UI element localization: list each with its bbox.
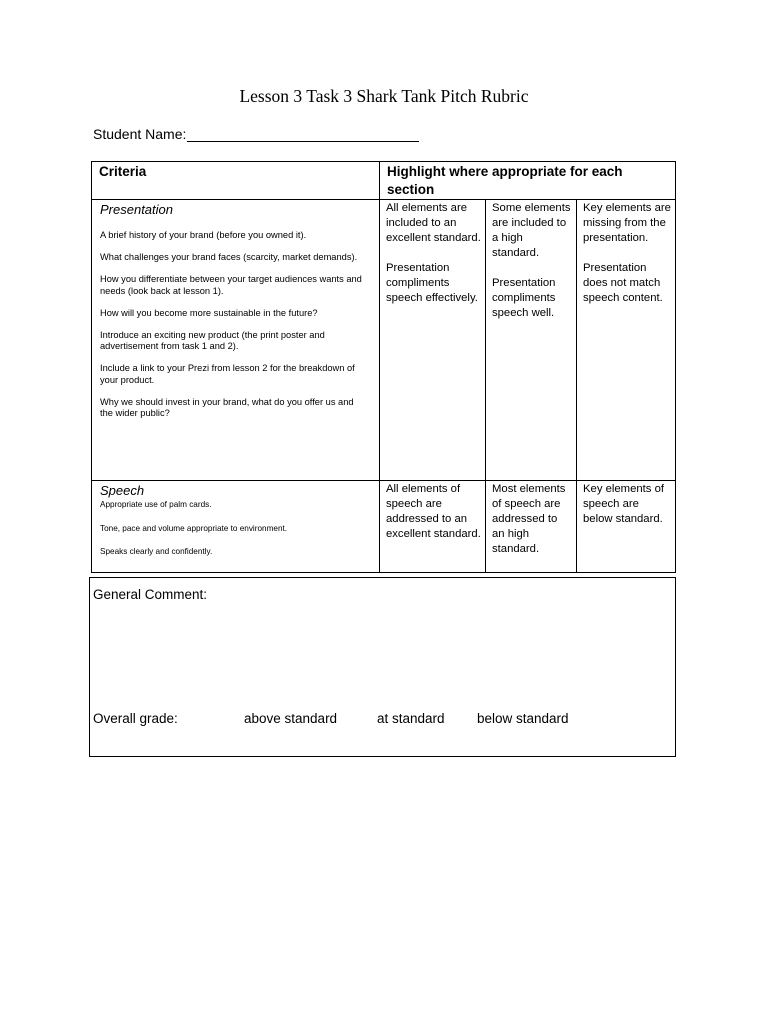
student-name-line[interactable] <box>187 127 419 142</box>
presentation-level-below[interactable] <box>577 200 676 481</box>
general-comment-box[interactable] <box>89 577 676 757</box>
criteria-header: Criteria <box>92 162 380 200</box>
highlight-header: Highlight where appropriate for each section <box>380 162 676 200</box>
speech-row <box>92 481 676 573</box>
grade-option-above[interactable]: above standard <box>244 711 338 726</box>
level-descriptor: Key elements are missing from the presentation. <box>583 202 671 244</box>
level-descriptor: All elements are included to an excellent standard. <box>386 202 481 244</box>
speech-item: Speaks clearly and confidently. <box>100 547 213 556</box>
speech-criteria <box>92 481 380 573</box>
presentation-item: What challenges your brand faces (scarcity, market demands). <box>100 252 358 262</box>
overall-grade-label: Overall grade: <box>93 711 178 726</box>
level-descriptor: Presentation compliments speech effectively. <box>386 261 478 304</box>
presentation-criteria <box>92 200 380 481</box>
level-descriptor: Presentation compliments speech well. <box>492 276 556 319</box>
presentation-level-high[interactable] <box>486 200 577 481</box>
level-descriptor: Key elements of speech are below standard. <box>583 483 665 525</box>
presentation-title: Presentation <box>100 202 173 217</box>
rubric-header-row <box>92 162 676 200</box>
presentation-item: How you differentiate between your target audiences wants and needs (look back at lesson 1). <box>100 274 362 296</box>
presentation-level-excellent[interactable] <box>380 200 486 481</box>
speech-level-excellent[interactable] <box>380 481 486 573</box>
student-name-label: Student Name: <box>93 126 187 142</box>
presentation-row <box>92 200 676 481</box>
presentation-item: How will you become more sustainable in the future? <box>100 307 318 318</box>
level-descriptor: Some elements are included to a high standard. <box>492 202 571 259</box>
level-descriptor: Presentation does not match speech content. <box>583 261 663 304</box>
grade-option-below[interactable]: below standard <box>477 711 569 726</box>
level-descriptor: All elements of speech are addressed to an excellent standard. <box>386 483 481 540</box>
speech-level-high[interactable] <box>486 481 577 573</box>
speech-level-below[interactable] <box>577 481 676 573</box>
presentation-item: Introduce an exciting new product (the print poster and advertisement from task 1 and 2). <box>100 329 325 351</box>
speech-title: Speech <box>100 483 145 498</box>
presentation-item: Why we should invest in your brand, what do you offer us and the wider public? <box>100 396 354 418</box>
student-name-field <box>93 126 419 142</box>
level-descriptor: Most elements of speech are addressed to an high standard. <box>492 483 566 555</box>
presentation-item: A brief history of your brand (before you owned it). <box>100 230 307 240</box>
document-title: Lesson 3 Task 3 Shark Tank Pitch Rubric <box>239 86 529 106</box>
rubric-table <box>91 161 676 573</box>
grade-option-at[interactable]: at standard <box>377 711 445 726</box>
presentation-item: Include a link to your Prezi from lesson 2 for the breakdown of your product. <box>100 363 355 385</box>
speech-item: Tone, pace and volume appropriate to environment. <box>100 523 288 533</box>
speech-item: Appropriate use of palm cards. <box>100 500 212 509</box>
general-comment-label: General Comment: <box>93 587 208 602</box>
